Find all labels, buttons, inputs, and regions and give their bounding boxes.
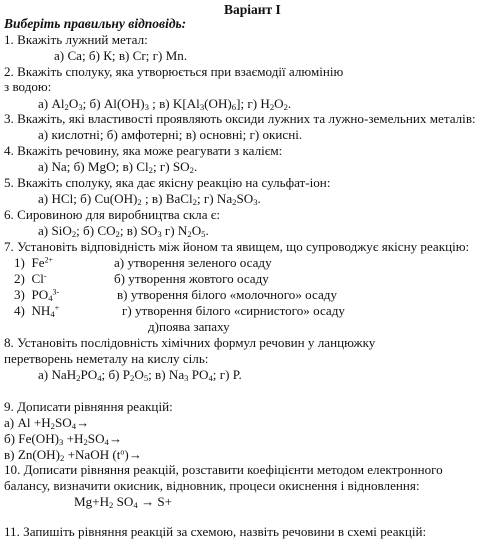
phenomenon-a: а) утворення зеленого осаду: [114, 255, 272, 270]
question-10-line1: 10. Дописати рівняння реакцій, розставити коефіцієнти методом електронного: [4, 462, 443, 477]
question-9: 9. Дописати рівняння реакцій:: [4, 399, 173, 414]
question-5-options: а) HCl; б) $Cu(OH)_2$ ; в) BaCl$_2$; г) $Na_2SO_3$.: [38, 191, 261, 208]
ion-po4: 3) $PO_4^{3-}$: [14, 287, 60, 304]
equation-10: $Mg+H_2$ $SO_4 \to S+$: [74, 494, 172, 511]
question-11: 11. Запишіть рівняння реакцій за схемою, назвіть речовини в схемі реакцій:: [4, 524, 427, 539]
question-8-line2: перетворень неметалу на кислу сіль:: [4, 351, 209, 366]
question-2-line1: 2. Вкажіть сполуку, яка утворюється при взаємодії алюмінію: [4, 64, 344, 79]
phenomenon-c: в) утворення білого «молочного» осаду: [117, 287, 338, 302]
question-7: 7. Установіть відповідність між йоном та явищем, що супроводжує якісну реакцію:: [4, 239, 470, 254]
equation-9c: в) $Zn(OH)_2$ +NaOH $(t^o)\to$: [4, 447, 142, 464]
phenomenon-b: б) утворення жовтого осаду: [114, 271, 269, 286]
equation-9b: б) $Fe(OH)_3 +H_2SO_4\to$: [4, 431, 122, 448]
question-5: 5. Вкажіть сполуку, яка дає якісну реакцію на сульфат-іон:: [4, 175, 331, 190]
question-8-line1: 8. Установіть послідовність хімічних формул речовин у ланцюжку: [4, 335, 376, 350]
ion-nh4: 4) $NH_4^+$: [14, 303, 60, 320]
ion-fe: 1) $Fe^{2+}$: [14, 255, 53, 270]
phenomenon-d: г) утворення білого «сирнистого» осаду: [122, 303, 345, 318]
question-6-options: а) SiO$_2$; б) $CO_2$; в) $SO_3$ г) $N_2O_5$.: [38, 223, 209, 240]
question-2-line2: з водою:: [4, 79, 52, 94]
question-8-options: а) $NaH_2PO_4$; б) $P_2O_5$; в) $Na_3$ $PO_4$; г) P.: [38, 367, 242, 384]
task-instruction: Виберіть правильну відповідь:: [4, 16, 187, 31]
phenomenon-e: д)поява запаху: [148, 319, 230, 334]
question-3-options: а) кислотні; б) амфотерні; в) основні; г) окисні.: [38, 127, 303, 142]
variant-title: Варіант І: [224, 2, 281, 17]
question-3: 3. Вкажіть, які властивості проявляють оксиди лужних та лужно-земельних металів:: [4, 111, 476, 126]
question-2-options: а) $Al_2O_3$; б) $Al(OH)_3$ ; в) $K[Al_3(OH)_6]$; г) $H_2O_2$.: [38, 96, 292, 113]
question-10-line2: балансу, визначити окисник, відновник, процеси окиснення і відновлення:: [4, 478, 420, 493]
question-4-options: а) Na; б) MgO; в) $Cl_2$; г) $SO_2$.: [38, 159, 198, 176]
equation-9a: а) $Al +H_2SO_4\to$: [4, 415, 90, 432]
question-6: 6. Сировиною для виробництва скла є:: [4, 207, 221, 222]
question-1: 1. Вкажіть лужний метал:: [4, 32, 148, 47]
ion-cl: 2) Cl-: [14, 271, 47, 286]
question-1-options: а) Са; б) К; в) Cr; г) Mn.: [54, 48, 188, 63]
question-4: 4. Вкажіть речовину, яка може реагувати з калієм:: [4, 143, 283, 158]
